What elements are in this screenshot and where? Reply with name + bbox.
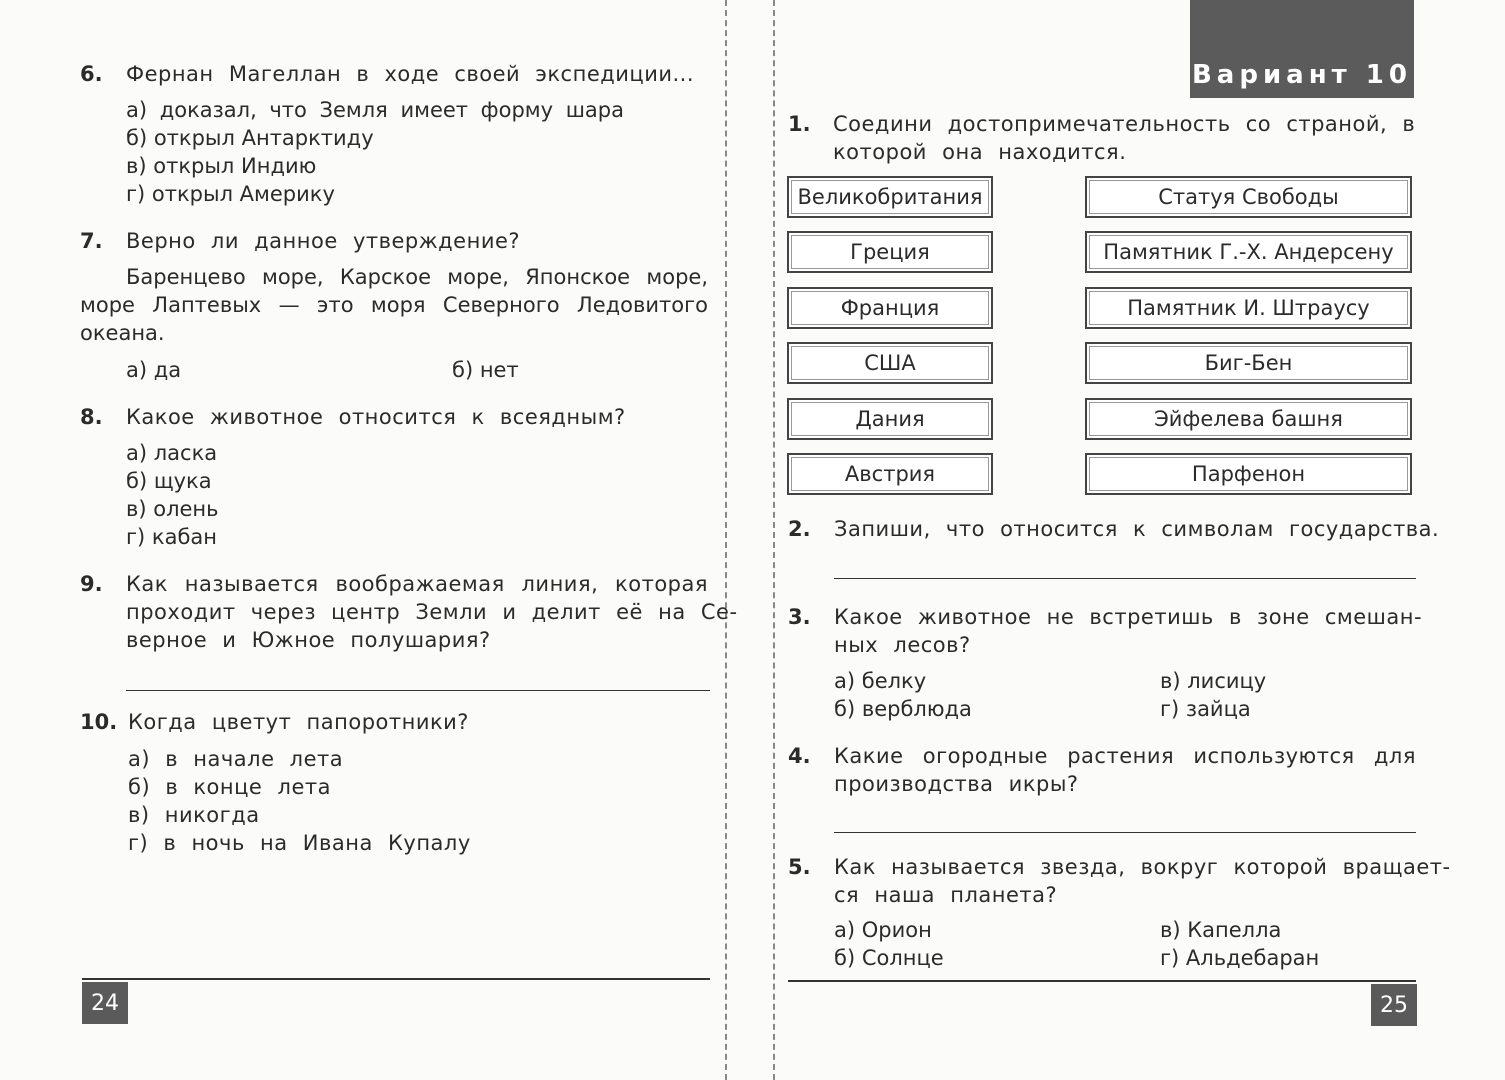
country-box[interactable]: Франция [787,287,993,329]
footer-rule [82,978,710,980]
question-text: Какое животное относится к всеядным? [126,405,626,429]
question-text: Верно ли данное утверждение? [126,229,521,253]
question-number: 4. [788,744,811,768]
statement-line: Баренцево море, Карское море, Японское море, [126,265,708,289]
question-text: ных лесов? [834,633,971,657]
country-box[interactable]: США [787,342,993,384]
landmark-box[interactable]: Памятник И. Штраусу [1085,287,1412,329]
question-text: Фернан Магеллан в ходе своей экспедиции... [126,62,695,86]
answer-option: а) доказал, что Земля имеет форму шара [126,98,624,122]
answer-option: б) верблюда [834,697,972,721]
question-text: Какое животное не встретишь в зоне смешан- [834,605,1423,629]
question-text: Какие огородные растения используются для [834,744,1416,768]
answer-option: в) олень [126,497,219,521]
country-box[interactable]: Великобритания [787,176,993,218]
answer-option: б) нет [452,358,519,382]
question-number: 10. [80,710,118,734]
answer-option: а) белку [834,669,927,693]
footer-rule [788,980,1416,982]
landmark-box[interactable]: Памятник Г.-Х. Андерсену [1085,231,1412,273]
answer-line[interactable] [834,832,1416,833]
answer-option: г) кабан [126,525,218,549]
answer-option: а) ласка [126,441,218,465]
question-number: 6. [80,62,103,86]
answer-option: б) в конце лета [128,775,331,799]
question-number: 2. [788,517,811,541]
landmark-box[interactable]: Статуя Свободы [1085,176,1412,218]
answer-option: а) в начале лета [128,747,344,771]
question-text: Запиши, что относится к символам государства. [834,517,1440,541]
country-box[interactable]: Австрия [787,453,993,495]
question-text: Соедини достопримечательность со страной, в [833,112,1416,136]
question-text: производства икры? [834,772,1079,796]
answer-option: г) в ночь на Ивана Купалу [128,831,471,855]
answer-option: а) Орион [834,918,932,942]
question-number: 1. [788,112,811,136]
page-number: 24 [82,982,128,1024]
answer-option: в) Капелла [1160,918,1282,942]
answer-option: а) да [126,358,182,382]
answer-option: г) Альдебаран [1160,946,1320,970]
answer-option: б) Солнце [834,946,944,970]
question-text: Как называется звезда, вокруг которой вращает- [834,855,1451,879]
answer-option: г) зайца [1160,697,1251,721]
fold-line-left [725,0,727,1080]
statement-line: море Лаптевых — это моря Северного Ледовитого [80,293,708,317]
question-number: 7. [80,229,103,253]
question-text: верное и Южное полушария? [126,628,491,652]
answer-option: г) открыл Америку [126,182,335,206]
landmark-box[interactable]: Парфенон [1085,453,1412,495]
question-number: 3. [788,605,811,629]
landmark-box[interactable]: Эйфелева башня [1085,398,1412,440]
country-box[interactable]: Греция [787,231,993,273]
answer-line[interactable] [126,690,710,691]
variant-banner [1190,0,1414,98]
answer-option: б) открыл Антарктиду [126,126,374,150]
country-box[interactable]: Дания [787,398,993,440]
question-text: проходит через центр Земли и делит её на Се- [126,600,738,624]
question-text: которой она находится. [833,140,1127,164]
question-number: 8. [80,405,103,429]
answer-option: в) лисицу [1160,669,1267,693]
question-text: ся наша планета? [834,883,1058,907]
question-number: 9. [80,572,103,596]
question-text: Когда цветут папоротники? [128,710,469,734]
question-text: Как называется воображаемая линия, которая [126,572,708,596]
statement-line: океана. [80,321,165,345]
question-number: 5. [788,855,811,879]
answer-option: в) никогда [128,803,260,827]
answer-option: в) открыл Индию [126,154,317,178]
fold-line-right [773,0,775,1080]
answer-option: б) щука [126,469,212,493]
answer-line[interactable] [834,578,1416,579]
landmark-box[interactable]: Биг-Бен [1085,342,1412,384]
page-number: 25 [1371,984,1417,1026]
variant-title: Вариант 10 [1191,60,1412,90]
